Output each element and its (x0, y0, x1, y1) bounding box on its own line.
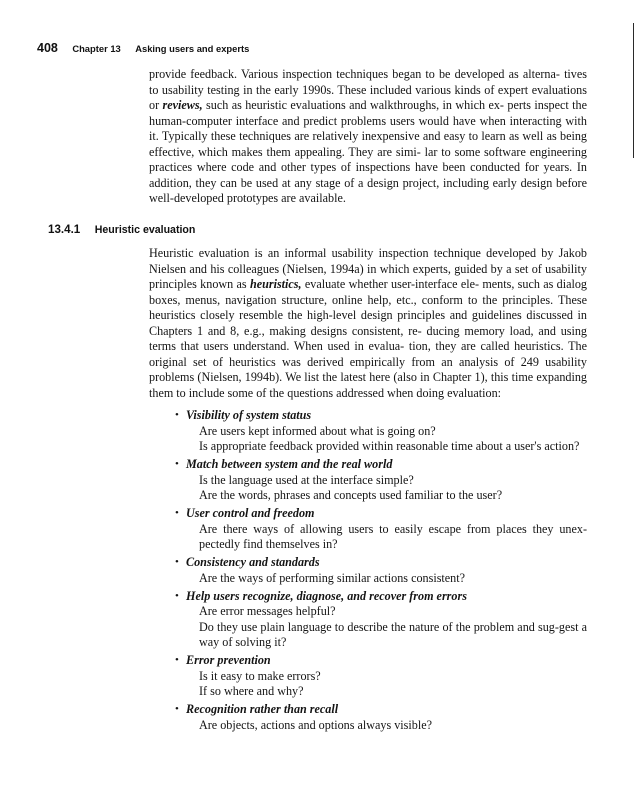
section-number: 13.4.1 (48, 223, 81, 236)
heur-line-5: to the principles. These heuristics closely resemble the high-level design principles (149, 292, 587, 322)
bullet-marker: • (175, 507, 179, 519)
heuristic-question: If so where and why? (199, 684, 304, 698)
intro-line-4: perts inspect the human-computer interface and predict problems users would have (149, 98, 587, 128)
heur-line-3a: of usability principles known as (149, 261, 587, 291)
section-title: Heuristic evaluation (94, 224, 196, 236)
heuristic-question: Are error messages helpful? (199, 604, 336, 618)
heur-line-1: Heuristic evaluation is an informal usability inspection technique developed by (149, 246, 554, 260)
heuristic-item (149, 702, 587, 733)
bullet-marker: • (175, 589, 179, 602)
intro-line-7: lar to some software engineering practices where code and other types of inspections (149, 144, 587, 174)
heuristic-question: Is appropriate feedback provided within reasonable time about a user's action? (199, 439, 580, 453)
heuristic-question: Is it easy to make errors? (199, 668, 321, 683)
heuristic-item (149, 653, 587, 700)
heur-line-3b: evaluate whether user-interface ele- (301, 277, 480, 291)
section-heading (48, 220, 195, 238)
intro-line-5: when interacting with it. Typically these techniques are relatively inexpensive and (149, 113, 587, 143)
heuristic-title: Help users recognize, diagnose, and recover from errors (186, 588, 467, 603)
heuristic-question: Is the language used at the interface simple? (199, 472, 414, 487)
heuristic-title: Consistency and standards (186, 555, 320, 569)
heuristic-paragraph-block (149, 246, 587, 401)
intro-line-8: have been conducted for years. In addition, they can be used at any stage of a design (149, 160, 587, 190)
heuristic-title: Match between system and the real world (186, 457, 393, 471)
heuristic-title: Recognition rather than recall (186, 702, 339, 716)
heuristic-item (149, 555, 587, 586)
intro-line-3a: evaluations or (149, 82, 587, 112)
heur-line-10: latest here (also in Chapter 1), this time expanding them to include some of the (149, 370, 587, 400)
intro-term-reviews: reviews, (162, 98, 203, 112)
heuristic-title: Error prevention (186, 653, 271, 667)
intro-line-6: easy to learn as well as being effective, which makes them appealing. They are simi- (149, 129, 587, 159)
heur-line-7: ducing memory load, and using terms that users understand. When used in evalua- (149, 323, 587, 353)
bullet-marker: • (175, 409, 179, 421)
heuristics-list (149, 408, 587, 736)
running-head (37, 39, 249, 55)
heuristic-question: Are objects, actions and options always visible? (199, 717, 432, 732)
heur-term-heuristics: heuristics, (249, 277, 302, 291)
heuristic-item (149, 589, 587, 651)
heur-line-2: Jakob Nielsen and his colleagues (Nielsen, 1994a) in which experts, guided by a set (149, 246, 587, 276)
heuristic-item (149, 506, 587, 553)
heuristic-question: Are the ways of performing similar actions consistent? (199, 570, 466, 585)
heuristic-question: Are there ways of allowing users to easily escape from places they unex-pectedly find themselves in? (199, 521, 587, 551)
page-edge-rule (633, 23, 634, 158)
intro-paragraph-block (149, 67, 587, 207)
bullet-marker: • (175, 703, 179, 715)
heuristic-title: Visibility of system status (186, 408, 312, 422)
heuristic-question: Do they use plain language to describe the nature of the problem and sug-gest a way of solving it? (199, 619, 587, 649)
intro-line-3b: such as heuristic evaluations and walkthroughs, in which ex- (202, 98, 504, 112)
bullet-marker: • (175, 556, 179, 568)
heur-line-8: tion, they are called heuristics. The original set of heuristics was derived (149, 339, 587, 369)
heur-line-4: ments, such as dialog boxes, menus, navigation structure, online help, etc., conform (149, 277, 587, 307)
intro-paragraph (149, 67, 587, 207)
bullet-marker: • (175, 458, 179, 470)
heuristic-paragraph (149, 246, 587, 401)
intro-line-2: tives to usability testing in the early 1990s. These included various kinds of expert (149, 67, 587, 97)
heuristic-item (149, 408, 587, 455)
intro-line-1: provide feedback. Various inspection techniques began to be developed as alterna- (149, 67, 560, 81)
heuristic-question: Are users kept informed about what is going on? (199, 423, 436, 438)
intro-line-9: project, including early design before well-developed prototypes are available. (149, 175, 587, 205)
heur-line-6: and guidelines discussed in Chapters 1 and 8, e.g., making designs consistent, re- (149, 308, 587, 338)
heuristic-item (149, 457, 587, 504)
heuristic-title: User control and freedom (186, 506, 315, 520)
chapter-title: Asking users and experts (135, 43, 250, 54)
heuristic-question: Are the words, phrases and concepts used familiar to the user? (199, 488, 503, 502)
page-number: 408 (37, 41, 58, 55)
heur-line-11: questions addressed when doing evaluation: (287, 385, 502, 400)
bullet-marker: • (175, 654, 179, 666)
heur-line-9: empirically from an analysis of 249 usability problems (Nielsen, 1994b). We list the (149, 354, 587, 384)
chapter-label: Chapter 13 (72, 43, 121, 54)
